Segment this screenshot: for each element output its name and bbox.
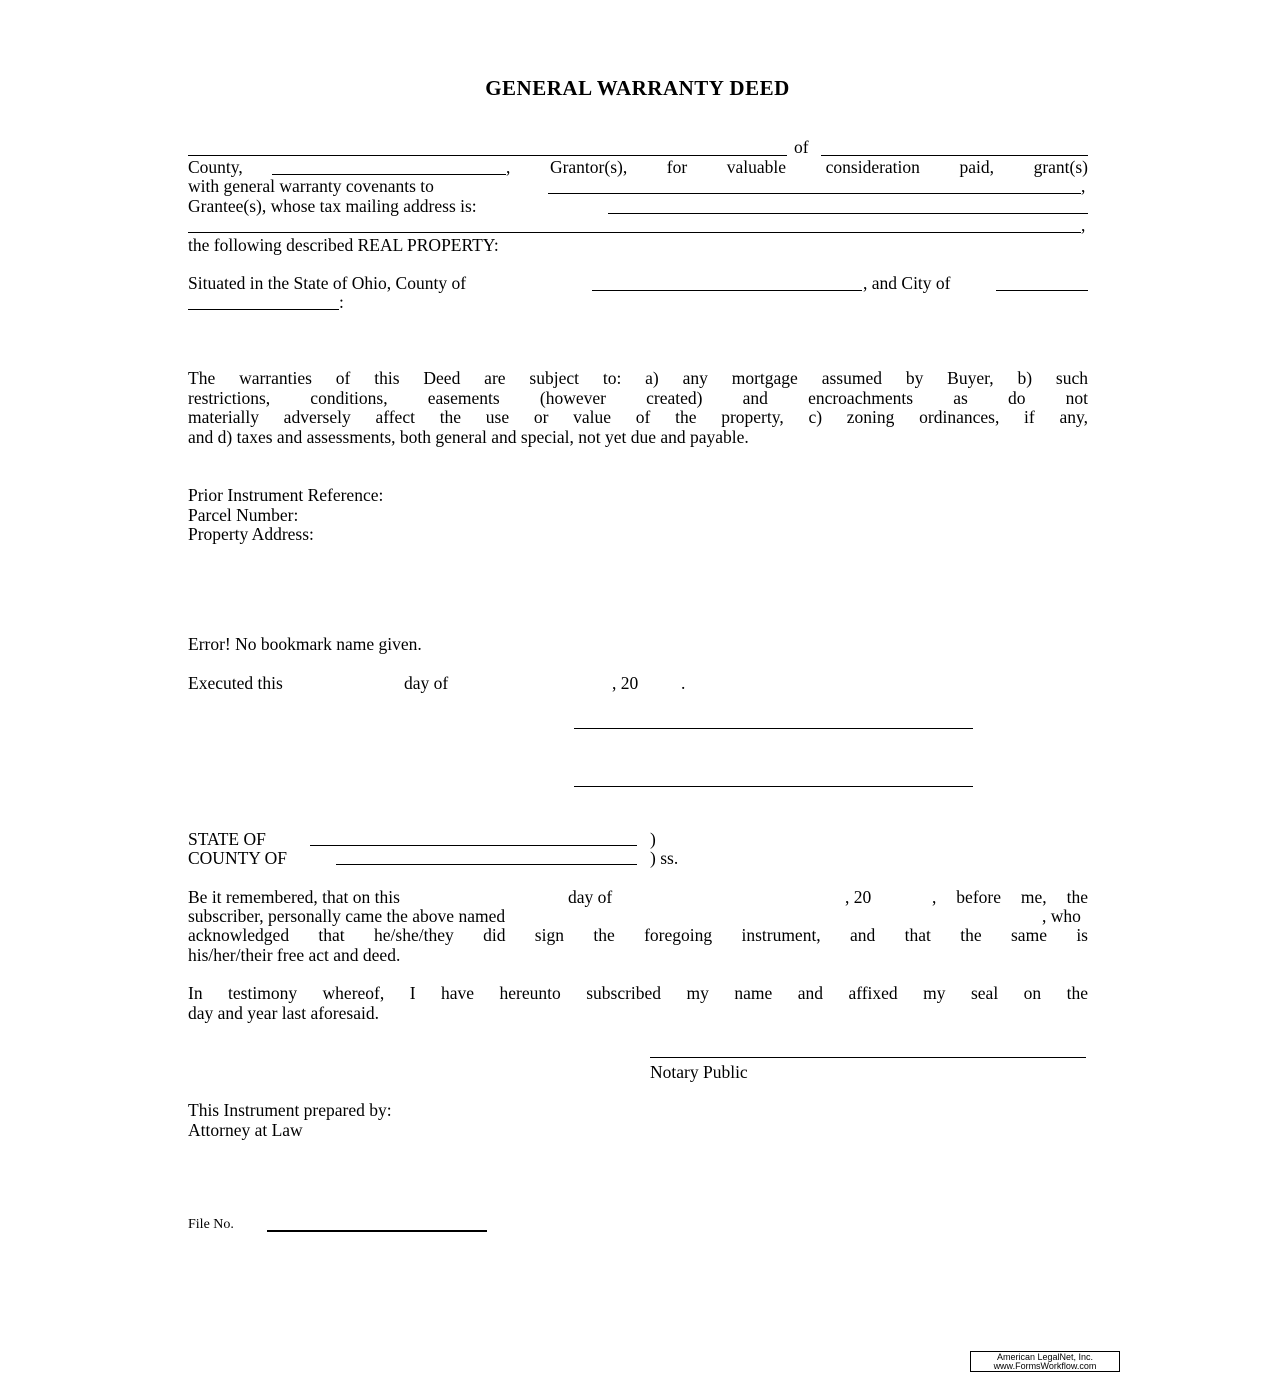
situated-city-line-2[interactable] [188,309,339,310]
grantor-county-line[interactable] [272,174,506,175]
covenants-label: with general warranty covenants to [188,176,434,196]
city-label: , and City of [863,273,951,293]
ack-line: acknowledged that he/she/they did sign the foregoing instrument, and that the same is [188,925,1088,945]
tax-address-line-1[interactable] [608,213,1088,214]
testimony-line: In testimony whereof, I have hereunto subscribed my name and affixed my seal on the [188,983,1088,1003]
situated-county-line[interactable] [592,290,862,291]
ack-line: his/her/their free act and deed. [188,945,401,965]
file-no-line[interactable] [267,1230,487,1232]
state-of-label: STATE OF [188,829,266,849]
ack-remembered: Be it remembered, that on this [188,887,400,907]
testimony-line: day and year last aforesaid. [188,1003,379,1023]
grantee-label: Grantee(s), whose tax mailing address is: [188,196,477,216]
executed-day-of: day of [404,673,449,693]
warranties-line: and d) taxes and assessments, both general and special, not yet due and payable. [188,426,749,447]
comma: , [1081,176,1086,196]
ack-before-me: , before me, the [932,887,1088,907]
bookmark-error: Error! No bookmark name given. [188,634,422,654]
comma: , [1081,215,1086,235]
executed-year: , 20 [612,673,639,693]
attorney-label: Attorney at Law [188,1120,303,1140]
prior-instrument-label: Prior Instrument Reference: [188,485,384,505]
footer-logo [970,1351,1120,1372]
document-title: GENERAL WARRANTY DEED [485,76,790,100]
county-of-label: COUNTY OF [188,848,288,868]
warranties-line: materially adversely affect the use or value of the property, c) zoning ordinances, if any, [188,407,1088,427]
county-label: County, [188,157,243,177]
parcel-number-label: Parcel Number: [188,505,299,525]
grantor-text: , Grantor(s), for valuable consideration paid, grant(s) [506,157,1088,177]
grantor-signature-line-1[interactable] [574,728,973,729]
of-label: of [794,137,809,157]
notary-public-label: Notary Public [650,1062,748,1082]
property-intro: the following described REAL PROPERTY: [188,235,499,255]
ack-day-of: day of [568,887,613,907]
grantor-name-line[interactable] [188,155,787,156]
warranties-line: The warranties of this Deed are subject to: a) any mortgage assumed by Buyer, b) such [188,368,1088,388]
colon: : [339,292,344,312]
county-of-line[interactable] [336,864,637,865]
logo-line-1: American LegalNet, Inc. [996,1352,1094,1362]
situated-label: Situated in the State of Ohio, County of [188,273,467,293]
grantor-residence-line[interactable] [821,155,1088,156]
logo-line-2: www.FormsWorkflow.com [993,1361,1097,1371]
executed-period: . [681,673,686,693]
ack-year: , 20 [845,887,872,907]
grantee-name-line[interactable] [548,193,1081,194]
ack-above-named: subscriber, personally came the above named [188,906,506,926]
county-ss: ) ss. [650,848,679,868]
situated-city-line-1[interactable] [996,290,1088,291]
property-address-label: Property Address: [188,524,314,544]
executed-label: Executed this [188,673,283,693]
notary-signature-line[interactable] [650,1057,1086,1058]
warranties-paragraph [188,369,1088,447]
state-of-line[interactable] [310,845,637,846]
ack-who: , who [1042,906,1081,926]
warranties-line: restrictions, conditions, easements (however created) and encroachments as do not [188,387,1088,408]
grantor-signature-line-2[interactable] [574,786,973,787]
state-paren: ) [650,829,656,849]
prepared-by-label: This Instrument prepared by: [188,1100,392,1120]
tax-address-line-2[interactable] [188,232,1081,233]
file-no-label: File No. [188,1217,234,1232]
